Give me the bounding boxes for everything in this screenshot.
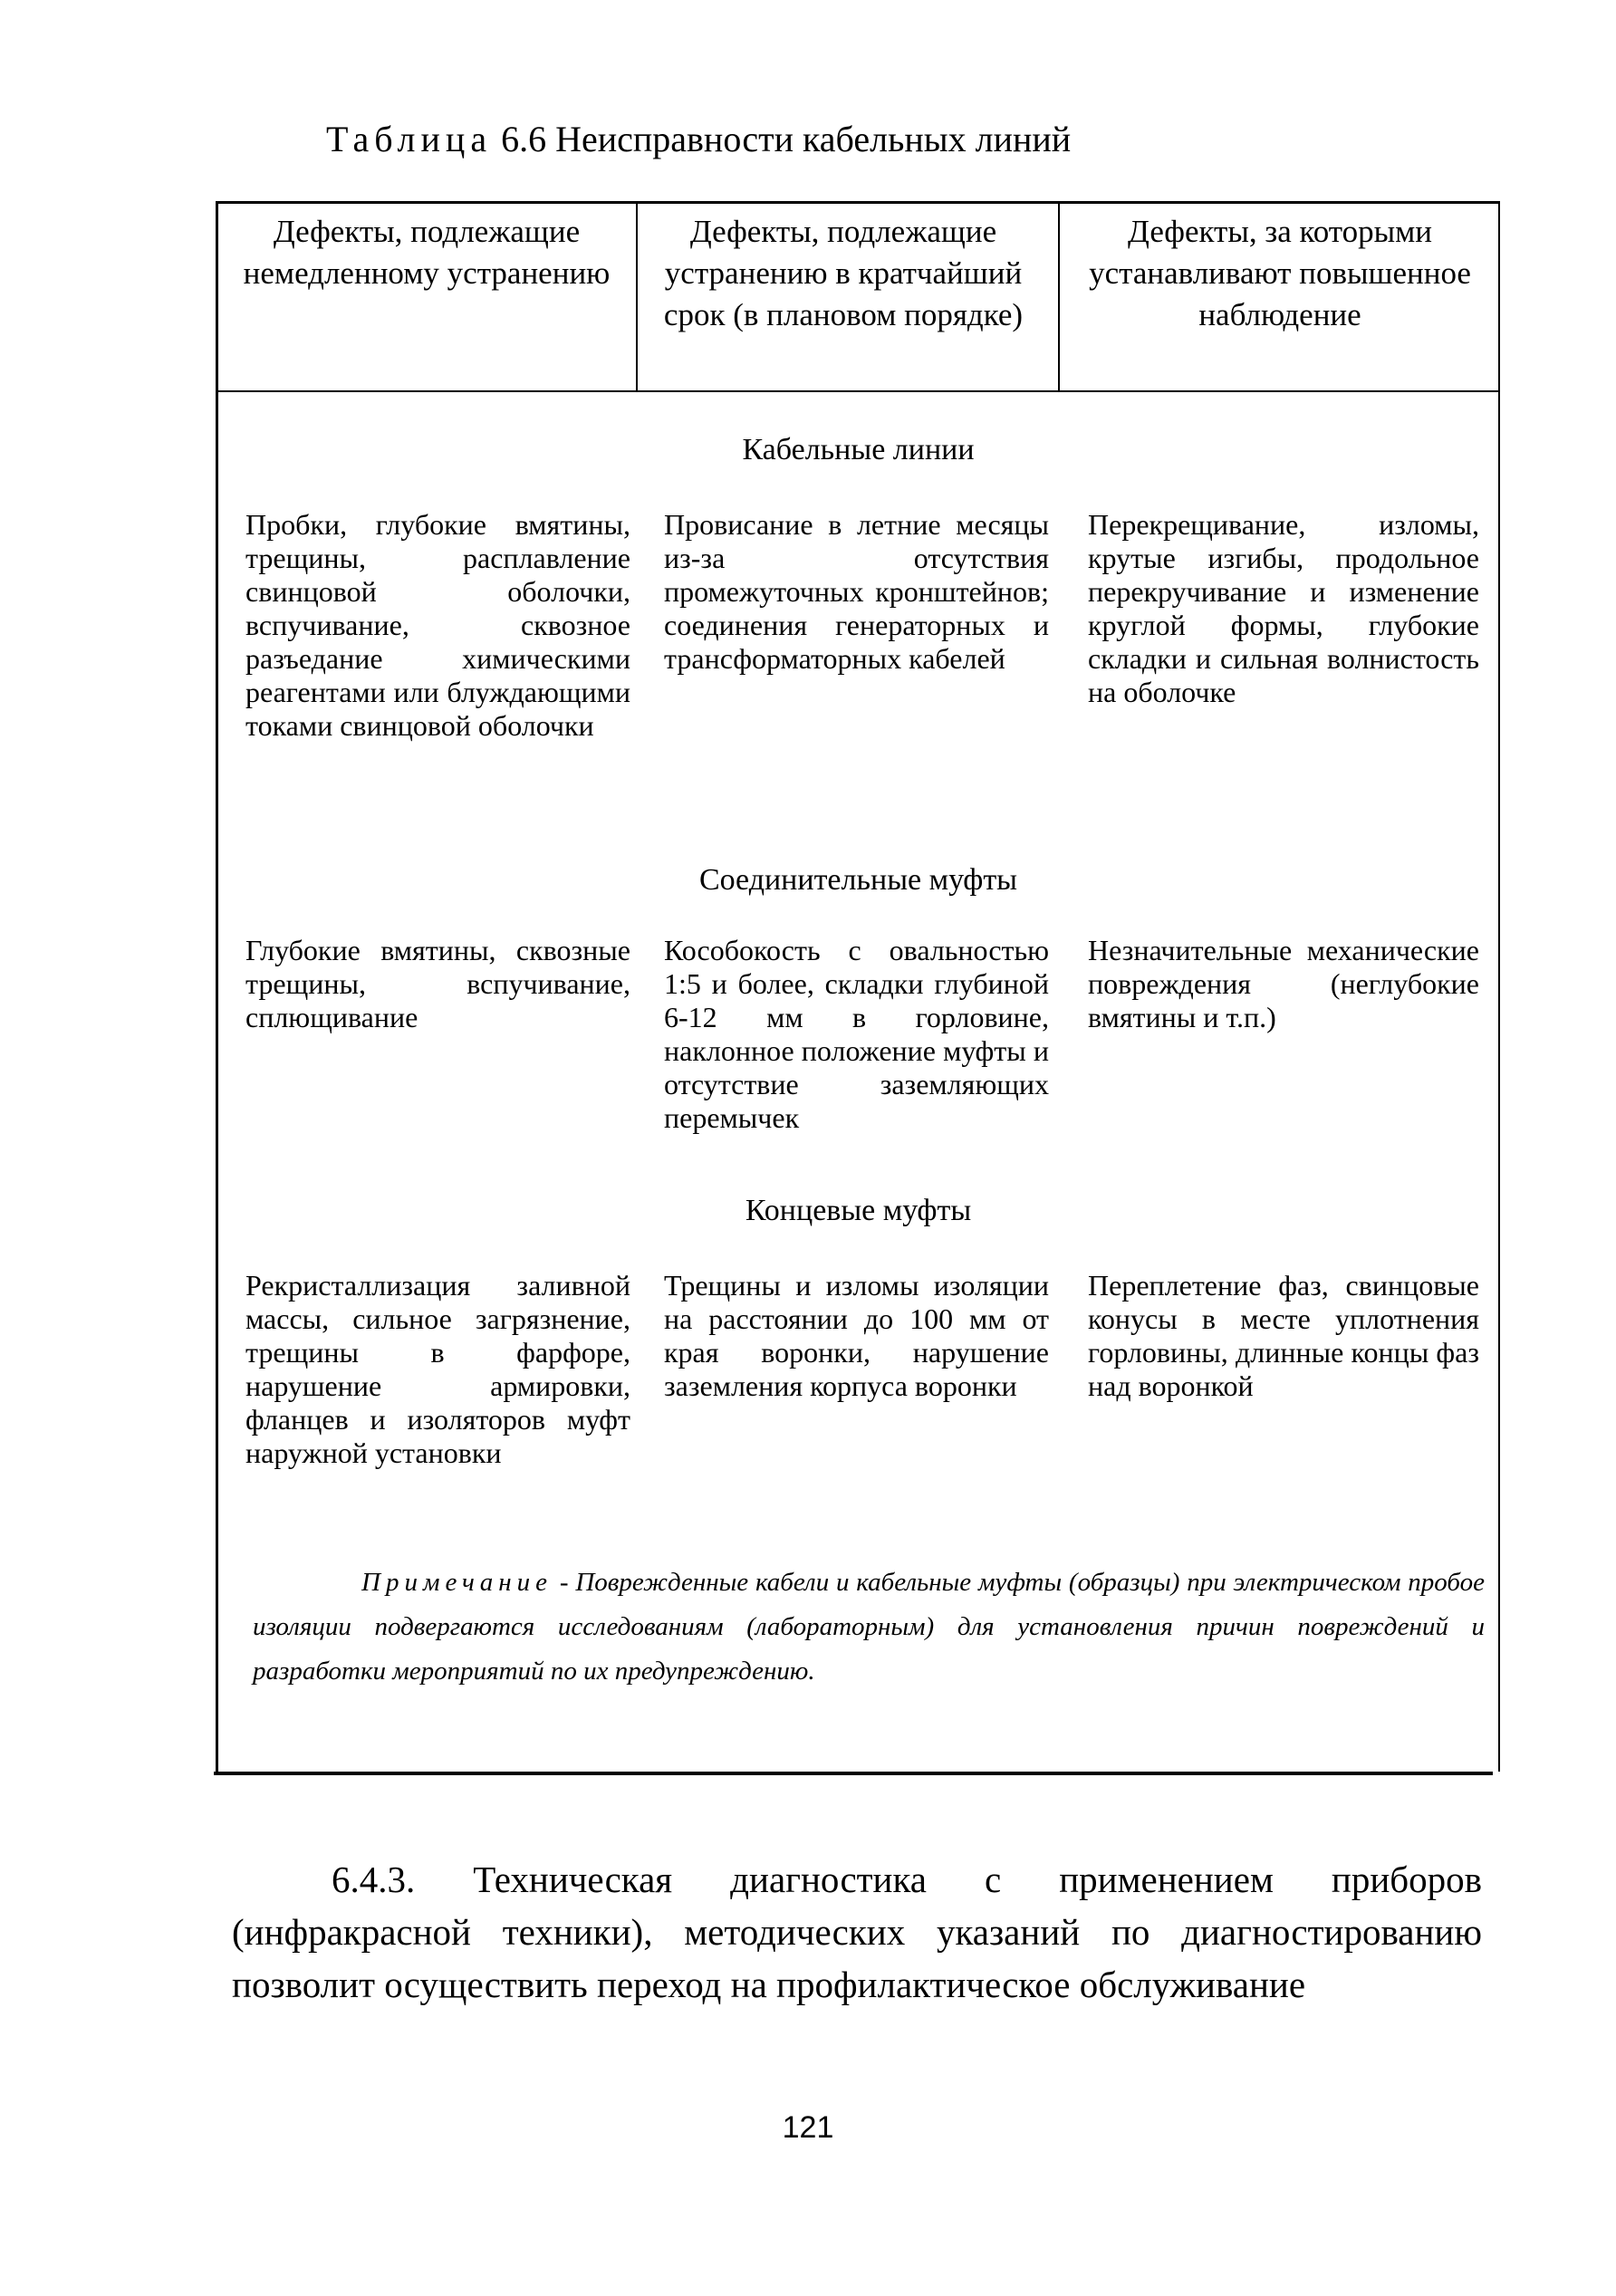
page-number: 121 xyxy=(782,2110,834,2145)
header-scheduled: Дефекты, подлежащие устранению в кратчайший срок (в плановом порядке) xyxy=(663,214,1024,332)
cell-terminations-immediate: Рекристаллизация заливной массы, сильное загрязнение, трещины в фарфоре, нарушение армировки, фланцев и изоляторов муфт наружной установки xyxy=(245,1269,630,1469)
header-divider-2 xyxy=(1058,204,1060,390)
section-title-joints: Соединительные муфты xyxy=(698,863,1018,897)
defects-table xyxy=(216,201,1500,1772)
note-label: Примечание xyxy=(361,1568,553,1597)
cell-cable-scheduled: Провисание в летние месяцы из-за отсутствия промежуточных кронштейнов; соединения генераторных и трансформаторных кабелей xyxy=(664,508,1049,675)
cell-cable-observation: Перекрещивание, изломы, крутые изгибы, продольное перекручивание и изменение круглой формы, глубокие складки и сильная волнистость на оболочке xyxy=(1088,508,1479,708)
cell-joints-observation: Незначительные механические повреждения (неглубокие вмятины и т.п.) xyxy=(1088,934,1479,1033)
note-text: - Поврежденные кабели и кабельные муфты (образцы) при электрическом пробое изоляции подвергаются исследованиям (лабораторным) для установления причин повреждений и разработки мероприятий по их предупреждению. xyxy=(253,1568,1485,1686)
cell-cable-immediate: Пробки, глубокие вмятины, трещины, расплавление свинцовой оболочки, вспучивание, сквозное разъедание химическими реагентами или блуждающими токами свинцовой оболочки xyxy=(245,508,630,742)
caption-prefix: Таблица xyxy=(326,119,493,159)
caption-number: 6.6 xyxy=(501,119,547,159)
body-paragraph: 6.4.3. Техническая диагностика с применением приборов (инфракрасной техники), методических указаний по диагностированию позволит осуществить переход на профилактическое обслуживание xyxy=(232,1859,1482,2005)
section-title-cable-lines: Кабельные линии xyxy=(742,433,975,466)
cell-terminations-observation: Переплетение фаз, свинцовые конусы в месте уплотнения горловины, длинные концы фаз над воронкой xyxy=(1088,1269,1479,1402)
cell-joints-immediate: Глубокие вмятины, сквозные трещины, вспучивание, сплющивание xyxy=(245,934,630,1033)
header-observation: Дефекты, за которыми устанавливают повышенное наблюдение xyxy=(1089,214,1471,332)
section-title-terminations: Концевые муфты xyxy=(745,1194,972,1227)
header-divider-1 xyxy=(636,204,638,390)
cell-joints-scheduled: Кособокость с овальностью 1:5 и более, складки глубиной 6-12 мм в горловине, наклонное положение муфты и отсутствие заземляющих перемычек xyxy=(664,934,1049,1134)
cell-terminations-scheduled: Трещины и изломы изоляции на расстоянии до 100 мм от края воронки, нарушение заземления корпуса воронки xyxy=(664,1269,1049,1402)
table-bottom-rule xyxy=(214,1772,1493,1775)
table-caption xyxy=(326,116,1071,163)
table-note xyxy=(253,1561,1485,1694)
header-rule xyxy=(218,390,1498,392)
header-immediate: Дефекты, подлежащие немедленному устранению xyxy=(243,214,611,291)
caption-title: Неисправности кабельных линий xyxy=(555,119,1072,159)
